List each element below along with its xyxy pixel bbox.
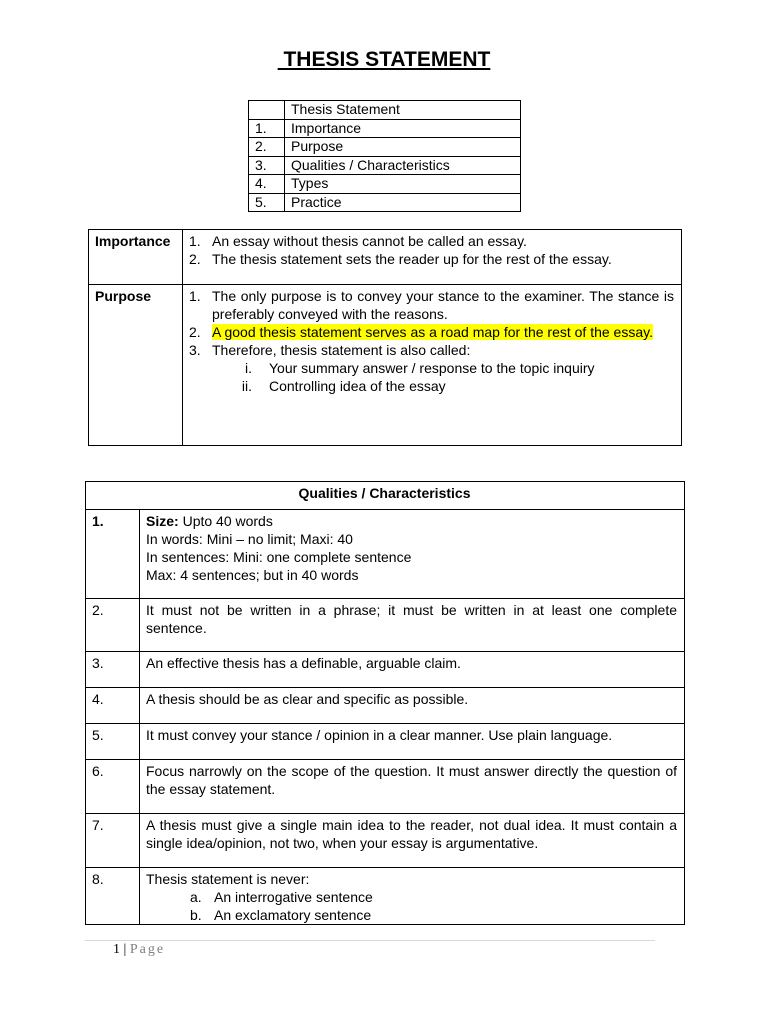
row-text: It must convey your stance / opinion in a clear manner. Use plain language. [140,724,685,760]
row-number: 4. [249,175,285,194]
list-item: 2. The thesis statement sets the reader up for the rest of the essay. [189,251,612,267]
contents-header: Thesis Statement [285,101,521,120]
table-row [89,230,682,285]
row-number: 5. [249,193,285,212]
row-label: Types [285,175,521,194]
footer-separator: | [120,942,130,957]
sub-list-item: i. Your summary answer / response to the topic inquiry [245,360,595,376]
table-row [86,814,685,868]
list-item: 3. Therefore, thesis statement is also called: i. Your summary answer / response to the topic inquiry ii. Controlling idea of the essay [189,341,674,395]
row-text: Thesis statement is never: a. An interrogative sentence b. An exclamatory sentence [140,868,685,925]
table-row [249,101,521,120]
purpose-sub-list [212,359,674,395]
footer-divider [85,940,655,941]
table-row [86,482,685,510]
row-label: Importance [285,119,521,138]
list-item: a. An interrogative sentence [190,889,373,905]
row-number: 4. [86,688,140,724]
row-text: It must not be written in a phrase; it must be written in at least one complete sentence. [140,599,685,652]
table-row [86,868,685,925]
row-number: 2. [249,138,285,157]
table-row [86,724,685,760]
table-row [86,688,685,724]
row-number: 2. [86,599,140,652]
table-row [86,510,685,599]
purpose-list [189,287,674,395]
row-text: A thesis must give a single main idea to the reader, not dual idea. It must contain a single idea/opinion, not two, when your essay is argumentative. [140,814,685,868]
table-row [86,652,685,688]
table-row [249,193,521,212]
list-item: 1. The only purpose is to convey your stance to the examiner. The stance is preferably conveyed with the reasons. [189,288,674,322]
row-text: Focus narrowly on the scope of the question. It must answer directly the question of the essay statement. [140,760,685,814]
row-number: 3. [249,156,285,175]
purpose-label: Purpose [89,285,183,446]
row-text: Size: Upto 40 words In words: Mini – no limit; Maxi: 40 In sentences: Mini: one complete sentence Max: 4 sentences; but in 40 words [140,510,685,599]
highlighted-text: A good thesis statement serves as a road map for the rest of the essay. [212,324,653,340]
contents-table [248,100,521,212]
row-number: 8. [86,868,140,925]
importance-label: Importance [89,230,183,285]
row-label: Qualities / Characteristics [285,156,521,175]
sub-list-item: ii. Controlling idea of the essay [241,378,446,394]
row-number: 1. [249,119,285,138]
page-title: THESIS STATEMENT [277,48,491,71]
row-number: 3. [86,652,140,688]
table-row [249,156,521,175]
table-row [86,599,685,652]
importance-list [189,232,674,268]
importance-purpose-table [88,229,682,446]
row-label: Practice [285,193,521,212]
row-number: 6. [86,760,140,814]
row-number: 7. [86,814,140,868]
table-row [89,285,682,446]
qualities-table [85,481,685,925]
page-footer [113,942,165,958]
table-row [86,760,685,814]
row-number: 1. [86,510,140,599]
table-row [249,175,521,194]
table-row [249,119,521,138]
qualities-header: Qualities / Characteristics [86,482,685,510]
list-item: 2. A good thesis statement serves as a road map for the rest of the essay. [189,324,653,340]
purpose-content [183,285,682,446]
table-row [249,138,521,157]
never-list [146,888,677,924]
importance-content [183,230,682,285]
list-item: 1. An essay without thesis cannot be called an essay. [189,233,527,249]
row-text: A thesis should be as clear and specific as possible. [140,688,685,724]
row-label: Purpose [285,138,521,157]
row-text: An effective thesis has a definable, arguable claim. [140,652,685,688]
row-number: 5. [86,724,140,760]
page-number: 1 [113,942,120,957]
list-item: b. An exclamatory sentence [190,907,372,923]
page-label: Page [129,942,166,957]
